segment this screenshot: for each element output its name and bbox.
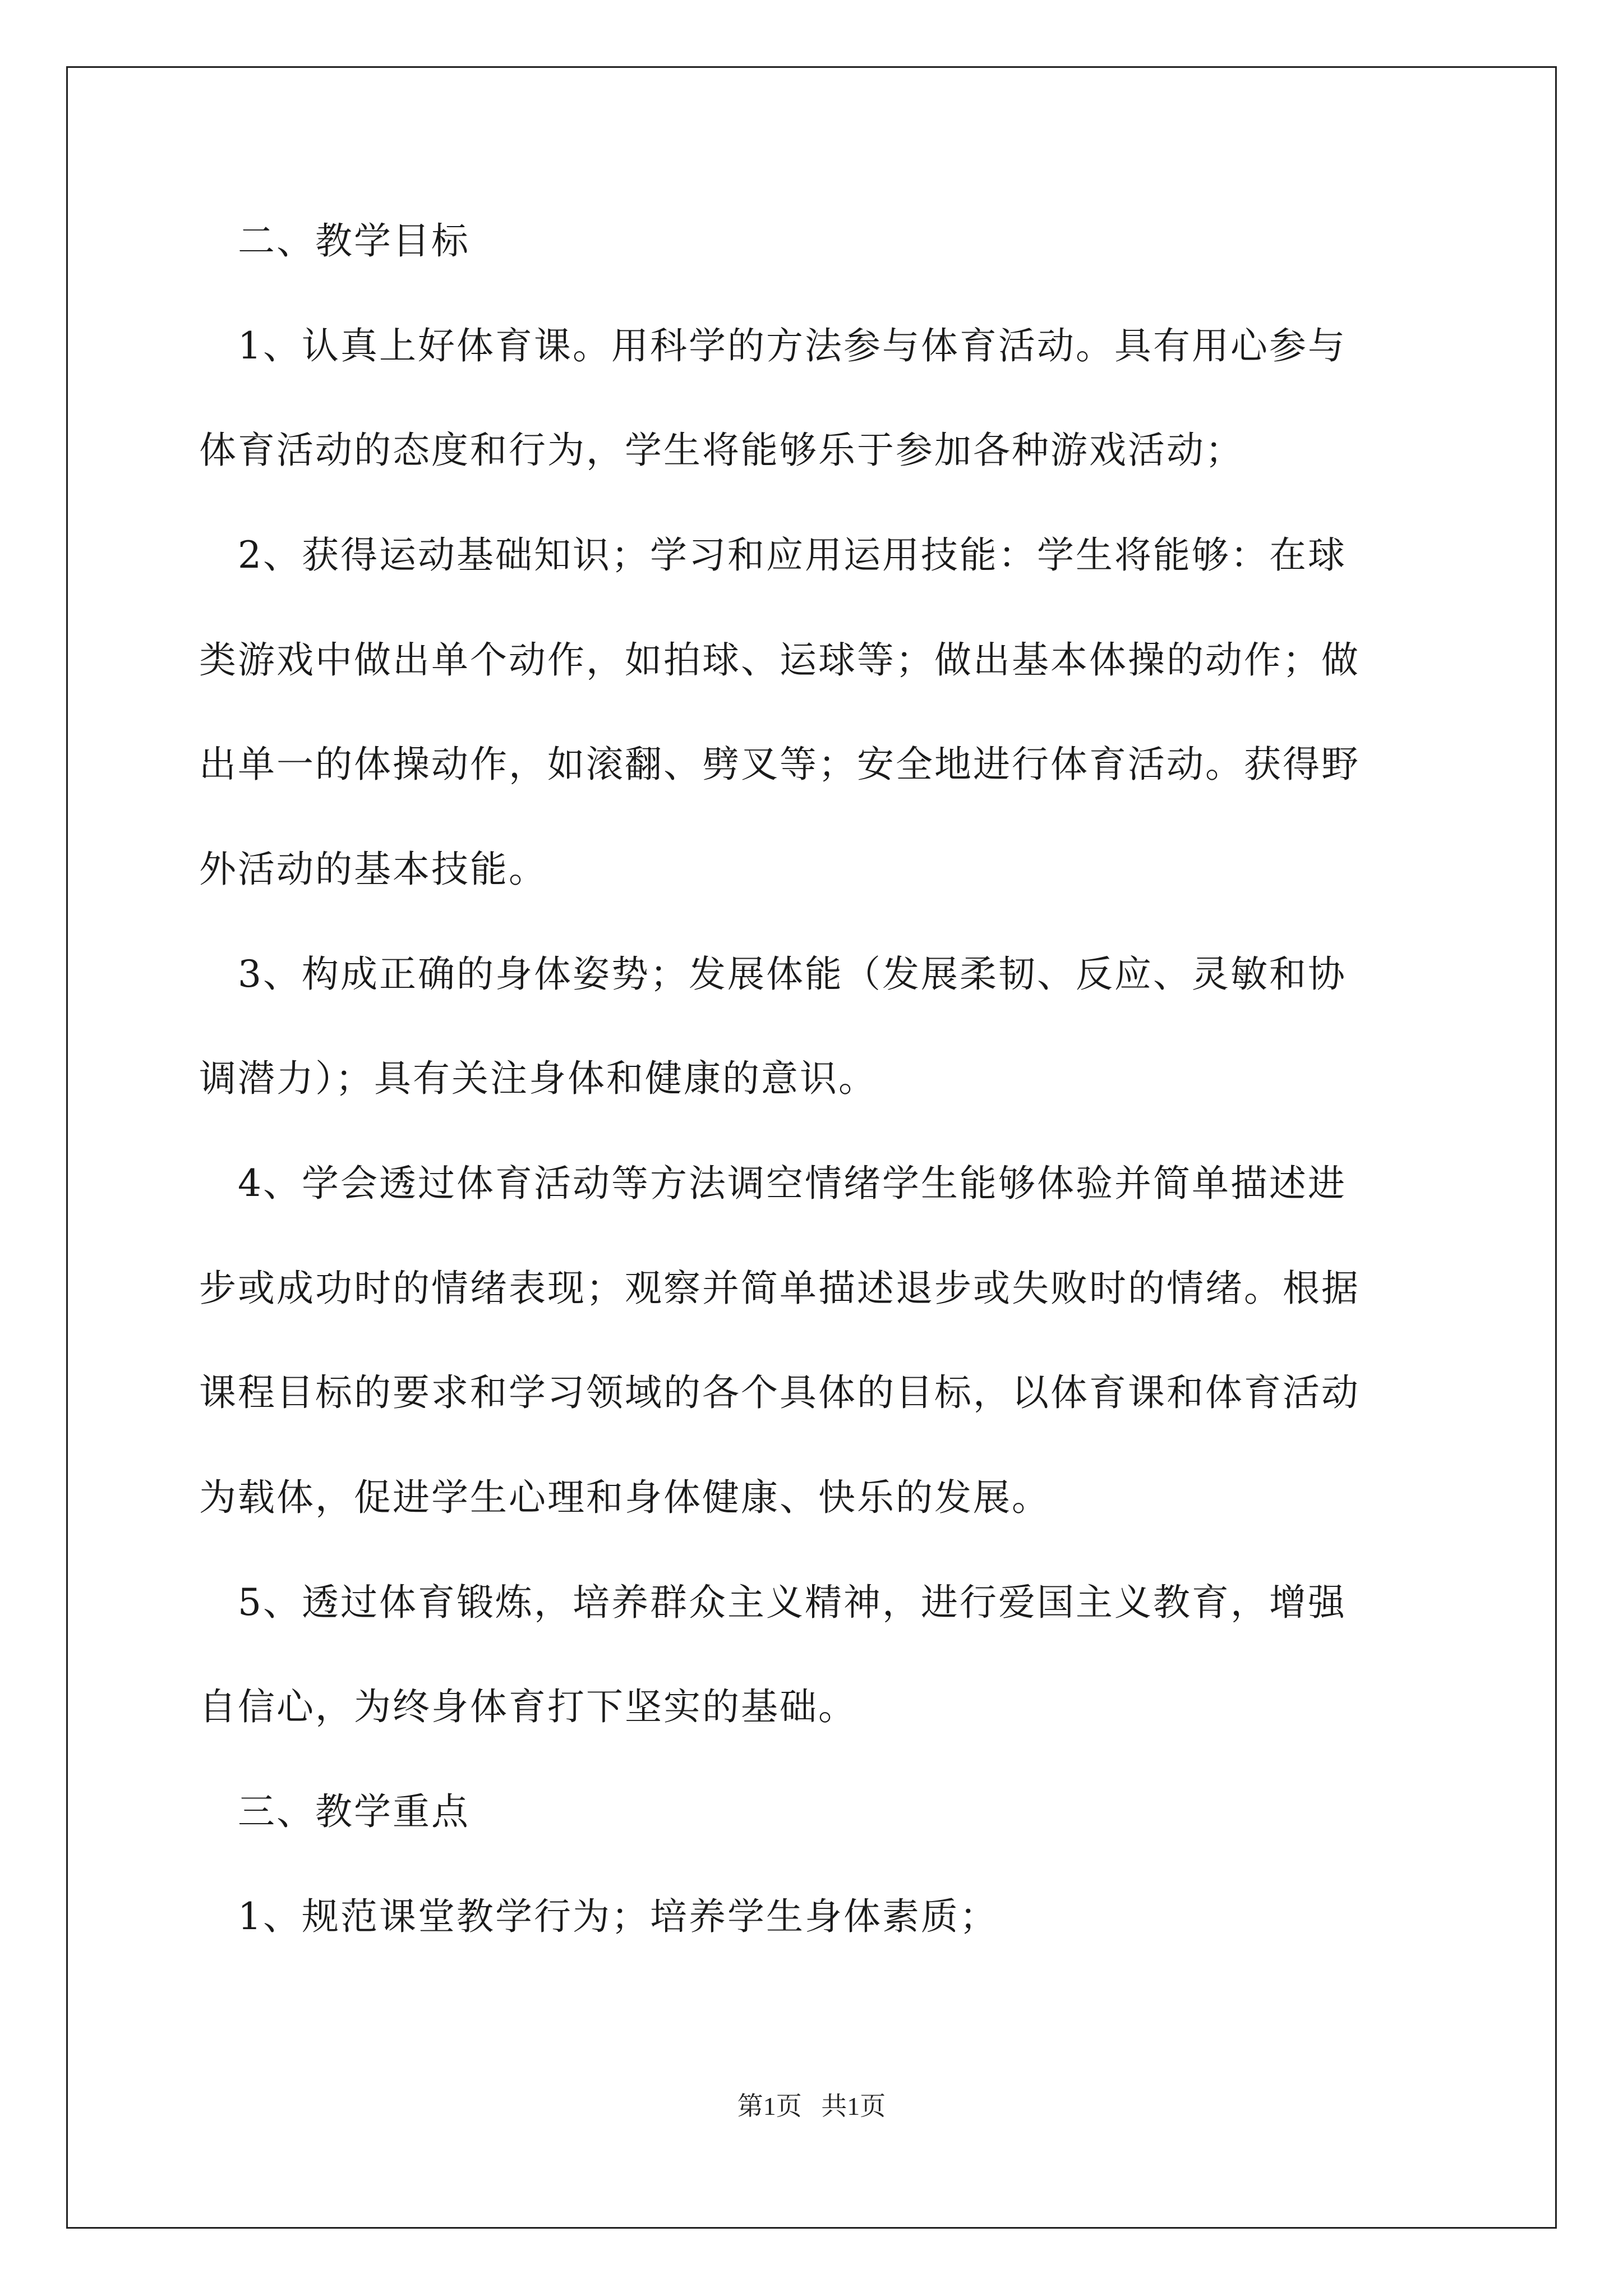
paragraph-line: 2、获得运动基础知识；学习和应用运用技能：学生将能够：在球 [199,533,1347,577]
section-heading-objectives: 二、教学目标 [199,219,470,263]
page-number-footer [0,2090,1623,2123]
paragraph-line: 课程目标的要求和学习领域的各个具体的目标，以体育课和体育活动 [199,1371,1360,1414]
paragraph-line: 3、构成正确的身体姿势；发展体能（发展柔韧、反应、灵敏和协 [199,953,1347,996]
paragraph-line: 自信心，为终身体育打下坚实的基础。 [199,1685,857,1728]
paragraph-line: 5、透过体育锻炼，培养群众主义精神，进行爱国主义教育，增强 [199,1581,1347,1624]
page-number-label: 第1页 共1页 [737,2092,886,2120]
paragraph-line: 为载体，促进学生心理和身体健康、快乐的发展。 [199,1476,1050,1519]
paragraph-line: 类游戏中做出单个动作，如拍球、运球等；做出基本体操的动作；做 [199,638,1360,682]
paragraph-line: 1、规范课堂教学行为；培养学生身体素质； [199,1895,998,1938]
paragraph-line: 体育活动的态度和行为，学生将能够乐于参加各种游戏活动； [199,429,1244,472]
section-heading-key-points: 三、教学重点 [199,1790,470,1833]
paragraph-line: 4、学会透过体育活动等方法调空情绪学生能够体验并简单描述进 [199,1162,1347,1205]
paragraph-line: 出单一的体操动作，如滚翻、劈叉等；安全地进行体育活动。获得野 [199,743,1360,786]
paragraph-line: 1、认真上好体育课。用科学的方法参与体育活动。具有用心参与 [199,324,1347,367]
paragraph-line: 外活动的基本技能。 [199,848,547,891]
paragraph-line: 调潜力）；具有关注身体和健康的意识。 [199,1057,877,1100]
paragraph-line: 步或成功时的情绪表现；观察并简单描述退步或失败时的情绪。根据 [199,1267,1360,1310]
